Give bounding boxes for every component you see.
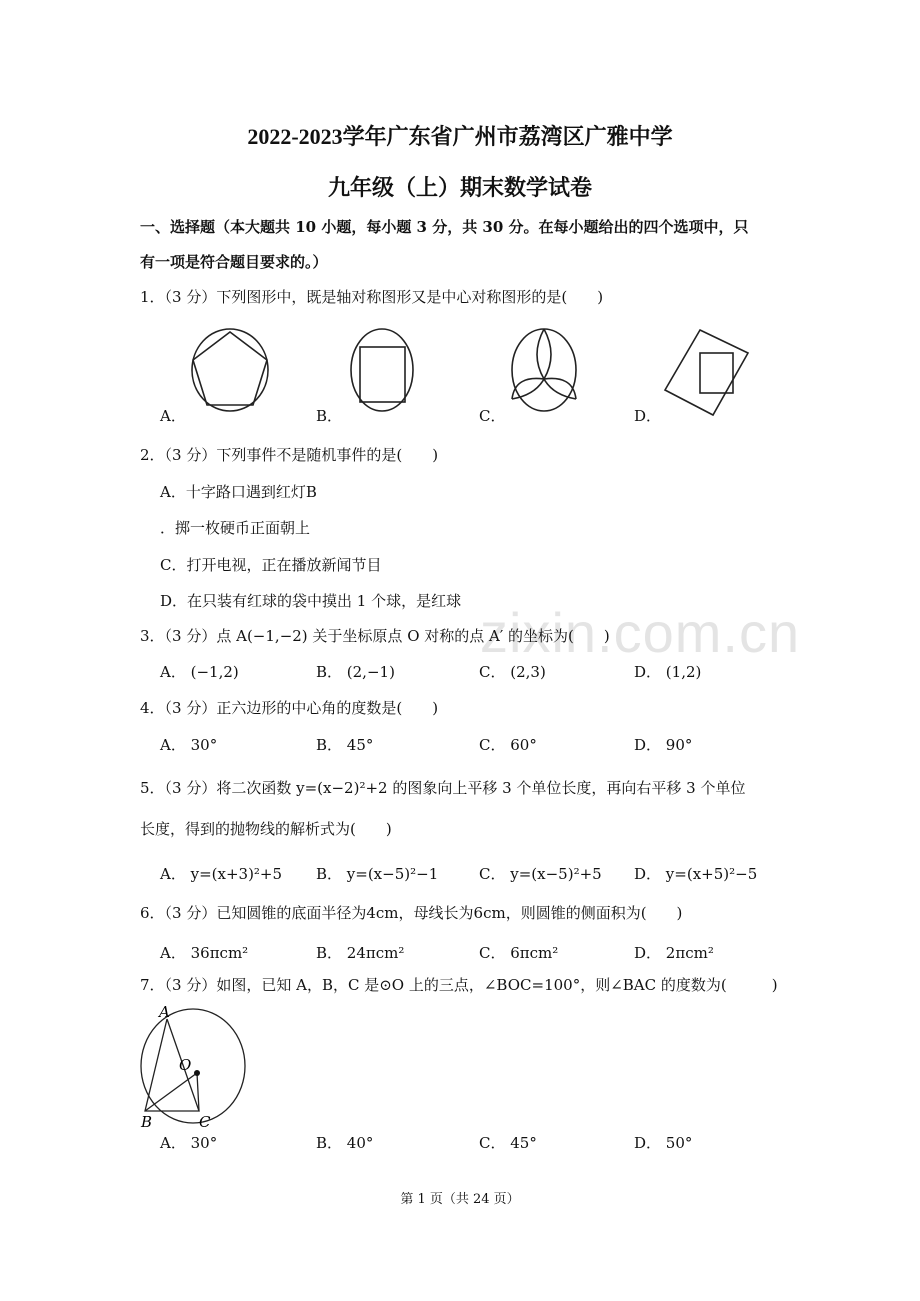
q4-option-a: A． 30° [160,736,218,754]
q5-option-c: C． y=(x−5)²+5 [479,865,602,883]
q6-stem: 6．（3 分）已知圆锥的底面半径为4cm，母线长为6cm，则圆锥的侧面积为( ) [140,904,683,922]
q4-stem: 4．（3 分）正六边形的中心角的度数是( ) [140,699,439,717]
q2-option-a: A．十字路口遇到红灯B [160,483,317,501]
q7-stem: 7．（3 分）如图，已知 A，B，C 是⊙O 上的三点，∠BOC=100°，则∠BAC 的度数为( ) [140,976,778,994]
q7-circle-figure [135,1003,255,1128]
q4-option-d: D． 90° [634,736,693,754]
q2-option-c: C．打开电视，正在播放新闻节目 [160,556,382,574]
q1-option-c: C． [479,407,506,425]
q1-option-b: B． [316,407,343,425]
page-footer: 第 1 页（共 24 页） [400,1192,520,1207]
q7-option-a: A． 30° [160,1134,218,1152]
section-heading: 一、选择题（本大题共 10 小题，每小题 3 分，共 30 分。在每小题给出的四个选项中，只 [140,218,749,236]
figure-c-arcs-in-circle [512,329,576,411]
label-a: A [159,1003,170,1021]
figure-b-square-in-circle [351,329,413,411]
q7-option-b: B． 40° [316,1134,374,1152]
q3-stem: 3．（3 分）点 A(−1,−2) 关于坐标原点 O 对称的点 A′ 的坐标为( ) [140,627,610,645]
q4-option-b: B． 45° [316,736,374,754]
q1-option-d: D． [634,407,662,425]
q7-option-d: D． 50° [634,1134,693,1152]
figure-d-square-quad [665,330,748,415]
q2-option-b: ．掷一枚硬币正面朝上 [160,519,311,537]
title-line1: 2022-2023学年广东省广州市荔湾区广雅中学 [247,124,673,149]
q6-option-a: A． 36πcm² [160,944,249,962]
q6-option-d: D． 2πcm² [634,944,714,962]
q1-option-a: A． [160,407,186,425]
q3-option-d: D． (1,2) [634,663,702,681]
label-c: C [199,1113,211,1128]
q6-option-c: C． 6πcm² [479,944,559,962]
q2-stem: 2．（3 分）下列事件不是随机事件的是( ) [140,446,439,464]
q1-stem: 1．（3 分）下列图形中，既是轴对称图形又是中心对称图形的是( ) [140,288,604,306]
q5-option-b: B． y=(x−5)²−1 [316,865,439,883]
q4-option-c: C． 60° [479,736,537,754]
q5-option-a: A． y=(x+3)²+5 [160,865,283,883]
q5-option-d: D． y=(x+5)²−5 [634,865,758,883]
watermark: zixin.com.cn [480,601,801,664]
figure-a-pentagon-in-circle [192,329,268,411]
q7-option-c: C． 45° [479,1134,537,1152]
q3-option-c: C． (2,3) [479,663,546,681]
q5-stem-cont: 长度，得到的抛物线的解析式为( ) [140,820,392,838]
q3-option-a: A． (−1,2) [160,663,239,681]
q6-option-b: B． 24πcm² [316,944,405,962]
title-line2: 九年级（上）期末数学试卷 [327,175,592,200]
q1-figures [130,325,790,425]
q5-stem: 5．（3 分）将二次函数 y=(x−2)²+2 的图象向上平移 3 个单位长度，再向右平移 3 个单位 [140,779,746,797]
label-o: O [179,1056,192,1074]
section-heading-cont: 有一项是符合题目要求的。） [140,253,328,271]
q3-option-b: B． (2,−1) [316,663,395,681]
q2-option-d: D．在只装有红球的袋中摸出 1 个球，是红球 [160,592,462,610]
label-b: B [141,1113,153,1128]
